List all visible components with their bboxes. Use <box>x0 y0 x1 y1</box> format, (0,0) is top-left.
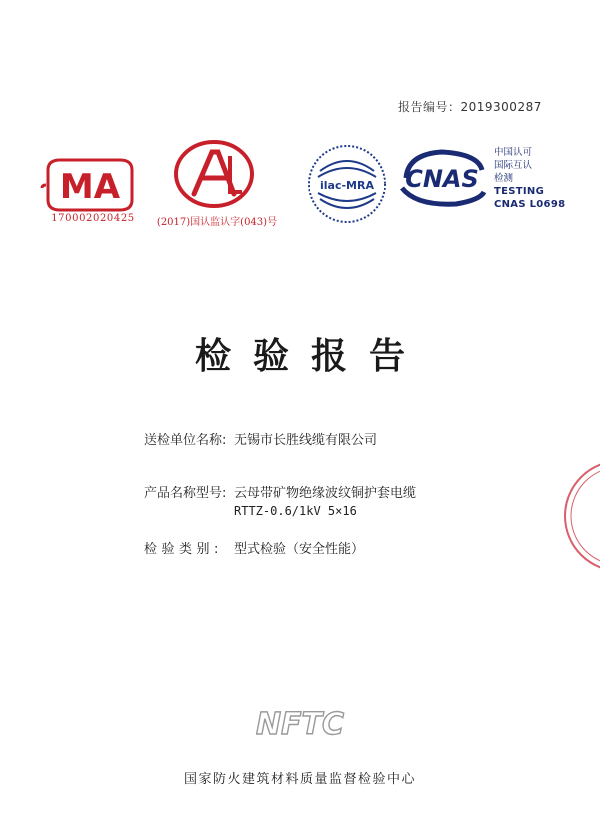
cnas-label: CNAS <box>405 165 479 193</box>
svg-text:MA: MA <box>59 167 121 207</box>
cal-number: (2017)国认监认字(043)号 <box>156 217 278 228</box>
type-field <box>144 538 364 557</box>
product-value <box>234 482 416 518</box>
seal-stamp-icon <box>560 456 600 576</box>
page-title: 检验报告 <box>194 336 427 377</box>
cal-logo-icon <box>172 138 256 210</box>
product-field <box>144 482 416 518</box>
report-number: 报告编号：2019300287 <box>398 100 542 114</box>
type-label: 检验类别: <box>144 542 223 557</box>
type-value: 型式检验（安全性能） <box>234 542 365 557</box>
cnas-line: TESTING <box>494 186 545 197</box>
product-value-line1: 云母带矿物绝缘波纹铜护套电缆 <box>234 486 417 501</box>
cma-number: 170002020425 <box>51 213 135 224</box>
cnas-line: 国际互认 <box>494 160 533 171</box>
client-value: 无锡市长胜线缆有限公司 <box>234 433 378 448</box>
client-label: 送检单位名称: <box>144 433 227 448</box>
nftc-logo-icon <box>240 700 360 748</box>
cnas-line: 中国认可 <box>494 147 533 158</box>
cnas-side-text <box>494 146 565 211</box>
cnas-line: 检测 <box>494 173 514 184</box>
ilac-mra-logo-icon <box>306 143 388 225</box>
client-field <box>144 429 377 448</box>
cnas-logo-icon <box>396 148 488 210</box>
ilac-label: ilac-MRA <box>320 179 374 192</box>
product-value-line2: RTTZ-0.6/1kV 5×16 <box>234 504 357 518</box>
nftc-label: NFTC <box>255 707 345 742</box>
product-label: 产品名称型号: <box>144 486 227 501</box>
organization-name: 国家防火建筑材料质量监督检验中心 <box>183 772 416 787</box>
cnas-line: CNAS L0698 <box>494 199 566 210</box>
